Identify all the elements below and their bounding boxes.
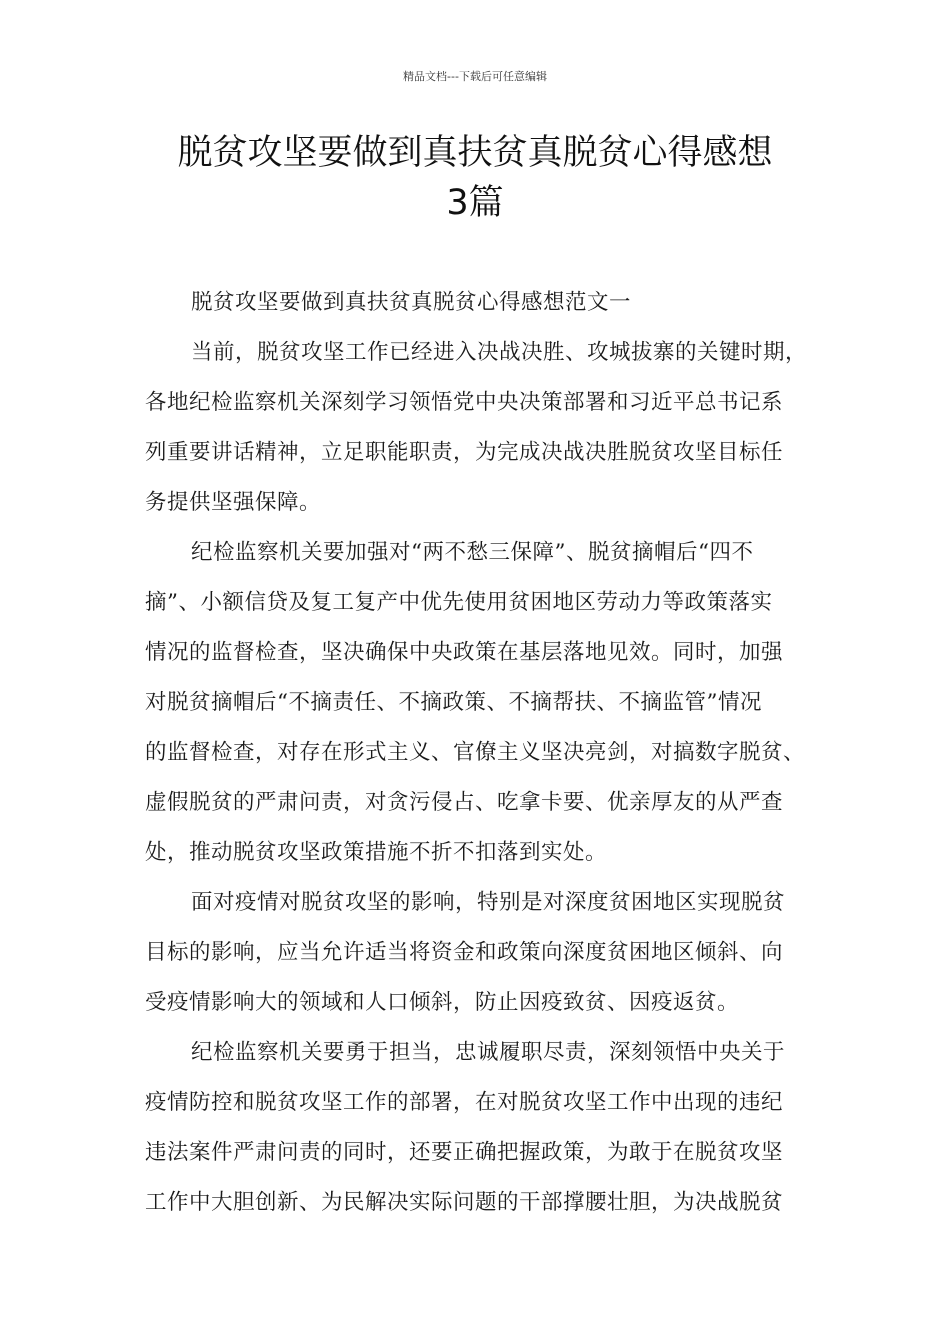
title-line-1: 脱贫攻坚要做到真扶贫真脱贫心得感想: [177, 133, 773, 173]
text-line: 纪检监察机关要勇于担当，忠诚履职尽责，深刻领悟中央关于: [191, 1040, 786, 1065]
text-line: 各地纪检监察机关深刻学习领悟党中央决策部署和习近平总书记系: [145, 390, 784, 415]
document-body: [145, 278, 825, 1228]
text-line: 目标的影响，应当允许适当将资金和政策向深度贫困地区倾斜、向: [145, 940, 784, 965]
text-line: 纪检监察机关要加强对“两不愁三保障”、脱贫摘帽后“四不: [191, 540, 754, 565]
text-line: 工作中大胆创新、为民解决实际问题的干部撑腰壮胆，为决战脱贫: [145, 1190, 784, 1215]
document-title: [120, 128, 830, 228]
text-line: 脱贫攻坚要做到真扶贫真脱贫心得感想范文一: [191, 290, 632, 315]
text-line: 处，推动脱贫攻坚政策措施不折不扣落到实处。: [145, 840, 608, 865]
text-line: 对脱贫摘帽后“不摘责任、不摘政策、不摘帮扶、不摘监管”情况: [145, 690, 762, 715]
text-line: 务提供坚强保障。: [145, 490, 322, 515]
text-line: 虚假脱贫的严肃问责，对贪污侵占、吃拿卡要、优亲厚友的从严查: [145, 790, 784, 815]
text-line: 疫情防控和脱贫攻坚工作的部署，在对脱贫攻坚工作中出现的违纪: [145, 1090, 784, 1115]
text-line: 违法案件严肃问责的同时，还要正确把握政策，为敢于在脱贫攻坚: [145, 1140, 784, 1165]
text-line: 当前，脱贫攻坚工作已经进入决战决胜、攻城拔寨的关键时期，: [191, 340, 808, 365]
text-line: 的监督检查，对存在形式主义、官僚主义坚决亮剑，对搞数字脱贫、: [145, 740, 806, 765]
paragraph-subtitle: [145, 278, 825, 328]
text-line: 情况的监督检查，坚决确保中央政策在基层落地见效。同时，加强: [145, 640, 784, 665]
text-line: 面对疫情对脱贫攻坚的影响，特别是对深度贫困地区实现脱贫: [191, 890, 786, 915]
paragraph: [145, 528, 825, 878]
text-line: 列重要讲话精神，立足职能职责，为完成决战决胜脱贫攻坚目标任: [145, 440, 784, 465]
text-line: 受疫情影响大的领域和人口倾斜，防止因疫致贫、因疫返贫。: [145, 990, 740, 1015]
title-line-2: 3篇: [446, 183, 504, 223]
paragraph: [145, 878, 825, 1028]
paragraph: [145, 1028, 825, 1228]
paragraph: [145, 328, 825, 528]
header-note: 精品文档---下载后可任意编辑: [403, 70, 547, 83]
text-line: 摘”、小额信贷及复工复产中优先使用贫困地区劳动力等政策落实: [145, 590, 773, 615]
